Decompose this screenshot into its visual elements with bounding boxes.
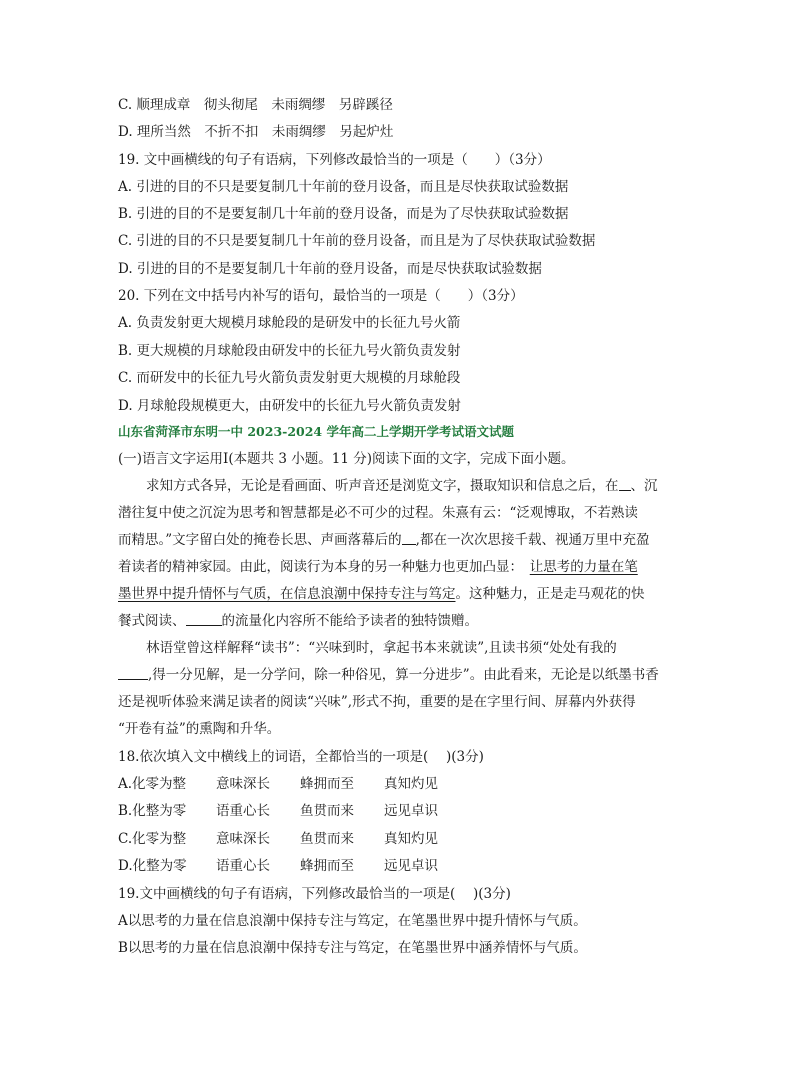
q19-option-b: B以思考的力量在信息浪潮中保持专注与笃定，在笔墨世界中涵养情怀与气质。 (118, 940, 587, 956)
q20-stem: 20. 下列在文中括号内补写的语句，最恰当的一项是（ ）（3分） (118, 288, 524, 304)
q20-option-a: A. 负责发射更大规模月球舱段的是研发中的长征九号火箭 (118, 315, 461, 331)
q19-option-c: C. 引进的目的不只是要复制几十年前的登月设备，而且是为了尽快获取试验数据 (118, 233, 596, 249)
q18-option-d: D.化整为零 语重心长 蜂拥而至 远见卓识 (118, 858, 438, 874)
fill-blank (619, 476, 631, 491)
underlined-sentence: 让思考的力量在笔 (529, 559, 638, 575)
passage-line: 墨世界中提升情怀与气质，在信息浪潮中保持专注与笃定。这种魅力，正是走马观花的快 (118, 586, 645, 602)
q19-stem: 19. 文中画横线的句子有语病，下列修改最恰当的一项是（ ）（3分） (118, 152, 551, 168)
fill-blank (186, 611, 222, 626)
q18-option-c: C. 顺理成章 彻头彻尾 未雨绸缪 另辟蹊径 (118, 97, 393, 113)
source-title: 山东省菏泽市东明一中 2023-2024 学年高二上学期开学考试语文试题 (118, 424, 514, 439)
q18-stem: 18.依次填入文中横线上的词语，全都恰当的一项是( )(3分) (118, 749, 484, 765)
passage-line: 潜往复中使之沉淀为思考和智慧都是必不可少的过程。朱熹有云：“泛观博取，不若熟读 (118, 505, 638, 521)
passage-line: 求知方式各异，无论是看画面、听声音还是浏览文字，摄取知识和信息之后，在 、沉 (146, 478, 658, 494)
passage-line: ,得一分见解，是一分学问，除一种俗见，算一分进步”。由此看来，无论是以纸墨书香 (118, 665, 659, 685)
q18-option-d: D. 理所当然 不折不扣 未雨绸缪 另起炉灶 (118, 124, 394, 140)
passage-line: 着读者的精神家园。由此，阅读行为本身的另一种魅力也更加凸显： 让思考的力量在笔 (118, 559, 638, 575)
q18-option-b: B.化整为零 语重心长 鱼贯而来 远见卓识 (118, 803, 438, 819)
passage-line: “开卷有益”的熏陶和升华。 (118, 721, 281, 737)
q19-stem: 19.文中画横线的句子有语病，下列修改最恰当的一项是( )(3分) (118, 886, 511, 902)
q20-option-c: C. 而研发中的长征九号火箭负责发射更大规模的月球舱段 (118, 370, 461, 386)
underlined-sentence: 墨世界中提升情怀与气质，在信息浪潮中保持专注与笃定 (118, 586, 456, 602)
q19-option-a: A以思考的力量在信息浪潮中保持专注与笃定，在笔墨世界中提升情怀与气质。 (118, 913, 587, 929)
passage-line: 林语堂曾这样解释“读书”：“兴味到时，拿起书本来就读”,且读书须“处处有我的 (146, 640, 617, 656)
fill-blank (402, 530, 416, 545)
fill-blank (118, 665, 148, 680)
q18-option-c: C.化零为整 意味深长 鱼贯而来 真知灼见 (118, 831, 438, 847)
q19-option-d: D. 引进的目的不是要复制几十年前的登月设备，而是尽快获取试验数据 (118, 261, 542, 277)
q19-option-a: A. 引进的目的不只是要复制几十年前的登月设备，而且是尽快获取试验数据 (118, 179, 569, 195)
q20-option-b: B. 更大规模的月球舱段由研发中的长征九号火箭负责发射 (118, 343, 461, 359)
passage-line: 而精思。”文字留白处的掩卷长思、声画落幕后的 ,都在一次次思接千载、视通万里中充盈 (118, 532, 650, 548)
passage-line: 餐式阅读、 的流量化内容所不能给予读者的独特馈赠。 (118, 613, 478, 629)
q18-option-a: A.化零为整 意味深长 蜂拥而至 真知灼见 (118, 776, 438, 792)
passage-line: 还是视听体验来满足读者的阅读“兴味”,形式不拘，重要的是在字里行间、屏幕内外获得 (118, 694, 636, 710)
q20-option-d: D. 月球舱段规模更大，由研发中的长征九号火箭负责发射 (118, 398, 461, 414)
q19-option-b: B. 引进的目的不是要复制几十年前的登月设备，而是为了尽快获取试验数据 (118, 206, 569, 222)
section-intro: (一)语言文字运用Ⅰ(本题共 3 小题。11 分)阅读下面的文字，完成下面小题。 (118, 451, 575, 467)
